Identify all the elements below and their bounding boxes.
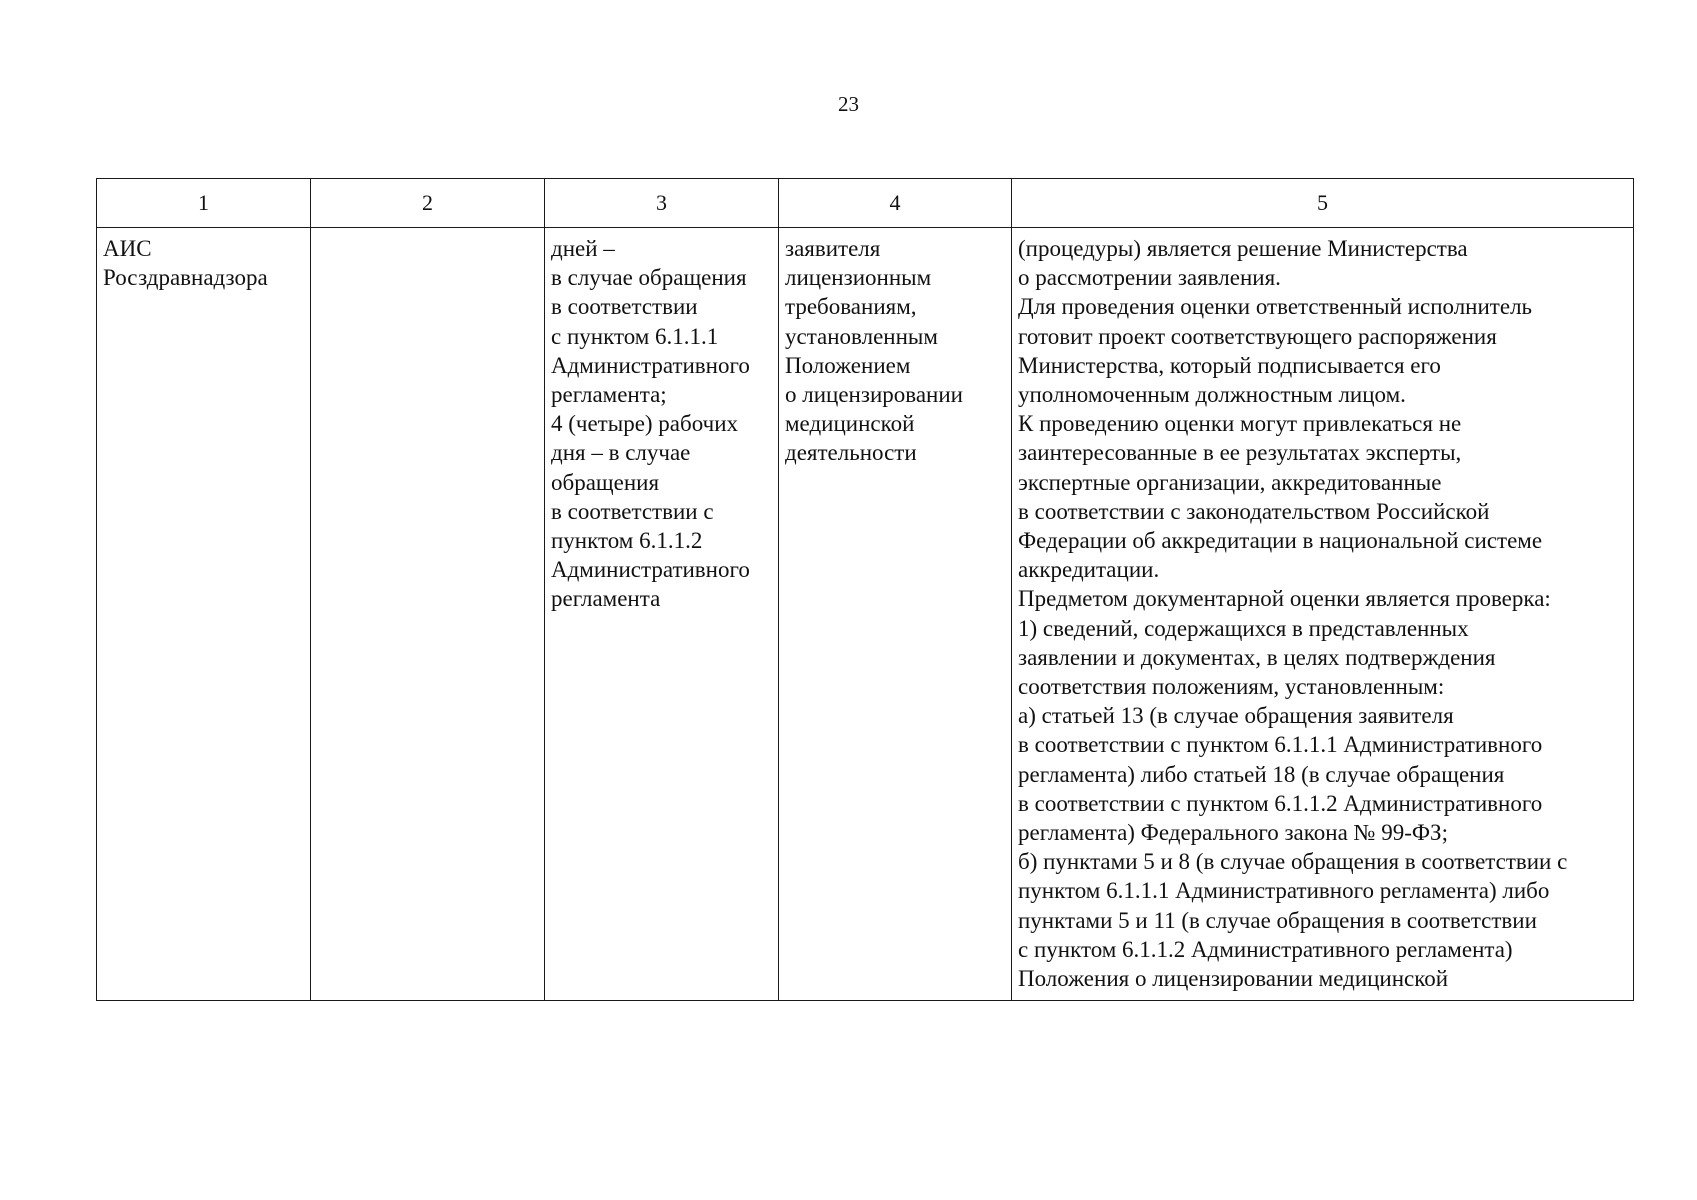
text-line: АИС	[103, 236, 152, 261]
cell-description	[1012, 228, 1634, 1001]
text-line: пунктом 6.1.1.2	[551, 528, 703, 554]
text-line: в соответствии	[551, 294, 698, 320]
text-line: с пунктом 6.1.1.1	[551, 323, 719, 349]
text-line: регламента	[551, 586, 661, 612]
text-line: регламента) либо статьей 18 (в случае обращения	[1018, 761, 1505, 787]
text-line: обращения	[551, 469, 660, 495]
text-line: дней –	[551, 236, 615, 261]
table-row	[97, 228, 1634, 1001]
text-line: 4 (четыре) рабочих	[551, 411, 738, 437]
cell-deadline	[545, 228, 779, 1001]
text-line: готовит проект соответствующего распоряжения	[1018, 323, 1497, 349]
text-line: в случае обращения	[551, 265, 747, 291]
text-line: экспертные организации, аккредитованные	[1018, 469, 1442, 495]
table-header-row	[97, 179, 1634, 228]
cell-text	[785, 234, 1005, 468]
text-line: (процедуры) является решение Министерства	[1018, 236, 1468, 261]
text-line: б) пунктами 5 и 8 (в случае обращения в соответствии с	[1018, 849, 1568, 875]
column-number-3: 3	[545, 179, 779, 228]
cell-text	[103, 234, 304, 292]
text-line: регламента) Федерального закона № 99-ФЗ;	[1018, 820, 1448, 846]
text-line: К проведению оценки могут привлекаться не	[1018, 411, 1462, 437]
text-line: медицинской	[785, 411, 915, 437]
text-line: заявителя	[785, 236, 881, 261]
text-line: Положения о лицензировании медицинской	[1018, 966, 1449, 992]
text-line: в соответствии с	[551, 498, 714, 524]
text-line: 1) сведений, содержащихся в представленных	[1018, 615, 1469, 641]
cell-requirements	[779, 228, 1012, 1001]
cell-text	[551, 234, 772, 614]
column-number-5: 5	[1012, 179, 1634, 228]
text-line: Административного	[551, 352, 750, 378]
text-line: Предметом документарной оценки является проверка:	[1018, 586, 1551, 612]
text-line: с пунктом 6.1.1.2 Административного регламента)	[1018, 936, 1513, 962]
text-line: Административного	[551, 557, 750, 583]
text-line: лицензионным	[785, 265, 932, 291]
text-line: установленным	[785, 323, 938, 349]
text-line: требованиям,	[785, 294, 917, 320]
text-line: соответствия положениям, установленным:	[1018, 674, 1445, 700]
text-line: Положением	[785, 352, 911, 378]
text-line: пунктами 5 и 11 (в случае обращения в соответствии	[1018, 907, 1537, 933]
column-number-2: 2	[311, 179, 545, 228]
cell-empty	[311, 228, 545, 1001]
text-line: Росздравнадзора	[103, 265, 268, 291]
cell-text	[1018, 234, 1627, 993]
text-line: заинтересованные в ее результатах эксперты,	[1018, 440, 1462, 466]
text-line: пунктом 6.1.1.1 Административного регламента) либо	[1018, 878, 1550, 904]
text-line: о лицензировании	[785, 382, 963, 408]
cell-system	[97, 228, 311, 1001]
text-line: заявлении и документах, в целях подтверждения	[1018, 644, 1496, 670]
text-line: аккредитации.	[1018, 557, 1160, 583]
page-number: 23	[838, 92, 859, 116]
text-line: а) статьей 13 (в случае обращения заявителя	[1018, 703, 1454, 729]
text-line: дня – в случае	[551, 440, 691, 466]
text-line: Федерации об аккредитации в национальной системе	[1018, 528, 1543, 554]
text-line: о рассмотрении заявления.	[1018, 265, 1281, 291]
text-line: Министерства, который подписывается его	[1018, 352, 1441, 378]
text-line: деятельности	[785, 440, 917, 466]
text-line: в соответствии с пунктом 6.1.1.1 Административного	[1018, 732, 1543, 758]
text-line: Для проведения оценки ответственный исполнитель	[1018, 294, 1533, 320]
text-line: в соответствии с пунктом 6.1.1.2 Административного	[1018, 790, 1543, 816]
column-number-4: 4	[779, 179, 1012, 228]
text-line: регламента;	[551, 382, 667, 408]
column-number-1: 1	[97, 179, 311, 228]
text-line: в соответствии с законодательством Российской	[1018, 498, 1490, 524]
procedure-table	[96, 178, 1634, 1001]
text-line: уполномоченным должностным лицом.	[1018, 382, 1406, 408]
